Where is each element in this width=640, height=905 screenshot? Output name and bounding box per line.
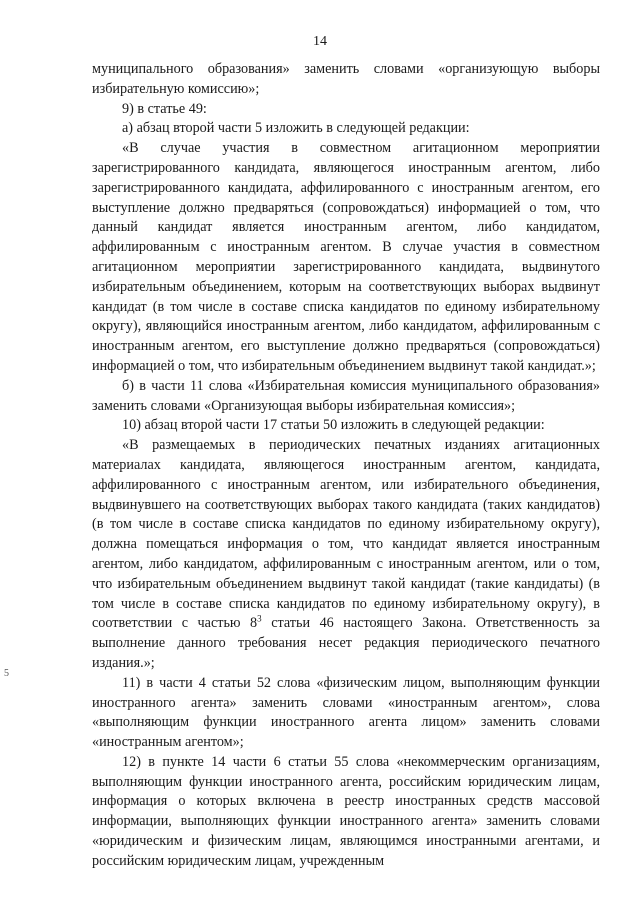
paragraph-item-11: 11) в части 4 статьи 52 слова «физическим лицом, выполняющим функции иностранного агента» заменить словами «иностранным агентом», слова «выполняющим функции иностранного агента лицом» заменить словами «иностранным агентом»;: [92, 674, 600, 751]
paragraph-item-12: 12) в пункте 14 части 6 статьи 55 слова «некоммерческим организациям, выполняющим функции иностранного агента, российским юридическим лицам, информация о которых включена в реестр иностранных средств массовой информации, выполняющих функции иностранного агента» заменить словами «юридическим и физическим лицам, являющимся иностранными агентами, и российским юридическим лицам, учрежденным: [92, 753, 600, 869]
paragraph-quote-49-5: «В случае участия в совместном агитационном мероприятии зарегистрированного кандидата, являющегося иностранным агентом, либо зарегистрированного кандидата, аффилированного с иностранным агентом, его выступление должно предваряться (сопровождаться) информацией о том, что данный кандидат является иностранным агентом, либо кандидатом, аффилированным с иностранным агентом. В случае участия в совместном агитационном мероприятии зарегистрированного кандидата, выдвинутого избирательным объединением, которым на соответствующих выборах выдвинут кандидат (в том числе в составе списка кандидатов по единому избирательному округу), являющийся иностранным агентом, либо кандидатом, аффилированным с иностранным агентом, его выступление должно предваряться (сопровождаться) информацией о том, что избирательным объединением выдвинут такой кандидат.»;: [92, 140, 600, 374]
paragraph-quote-50-17: [92, 436, 600, 674]
document-body: [92, 60, 600, 872]
paragraph-subitem-b: б) в части 11 слова «Избирательная комиссия муниципального образования» заменить словами «Организующая выборы избирательная комиссия»;: [92, 377, 600, 414]
paragraph-subitem-a: а) абзац второй части 5 изложить в следующей редакции:: [122, 120, 470, 137]
paragraph-item-9: 9) в статье 49:: [122, 100, 207, 117]
quote-text-before-superscript: «В размещаемых в периодических печатных изданиях агитационных материалах кандидата, являющегося иностранным агентом, кандидата, аффилированного с иностранным агентом, или избирательного объединения, выдвинувшего на соответствующих выборах такого кандидата (таких кандидатов) (в том числе в составе списка кандидатов по единому избирательному округу), должна помещаться информация о том, что кандидат является иностранным агентом, либо кандидатом, аффилированным с иностранным агентом, или о том, что избирательным объединением выдвинут такой кандидат (такие кандидаты) (в том числе в составе списка кандидатов по единому избирательному округу), в соответствии с частью 8: [92, 437, 600, 632]
paragraph-continuation: муниципального образования» заменить словами «организующую выборы избирательную комиссию»;: [92, 61, 600, 97]
margin-mark: 5: [4, 668, 9, 679]
page-number: 14: [313, 34, 327, 49]
quote-text-after-superscript: статьи 46 настоящего Закона. Ответственность за выполнение данного требования несет редакция периодического печатного издания.»;: [92, 615, 600, 671]
paragraph-item-10: 10) абзац второй части 17 статьи 50 изложить в следующей редакции:: [122, 417, 545, 434]
superscript-3: 3: [257, 613, 262, 624]
